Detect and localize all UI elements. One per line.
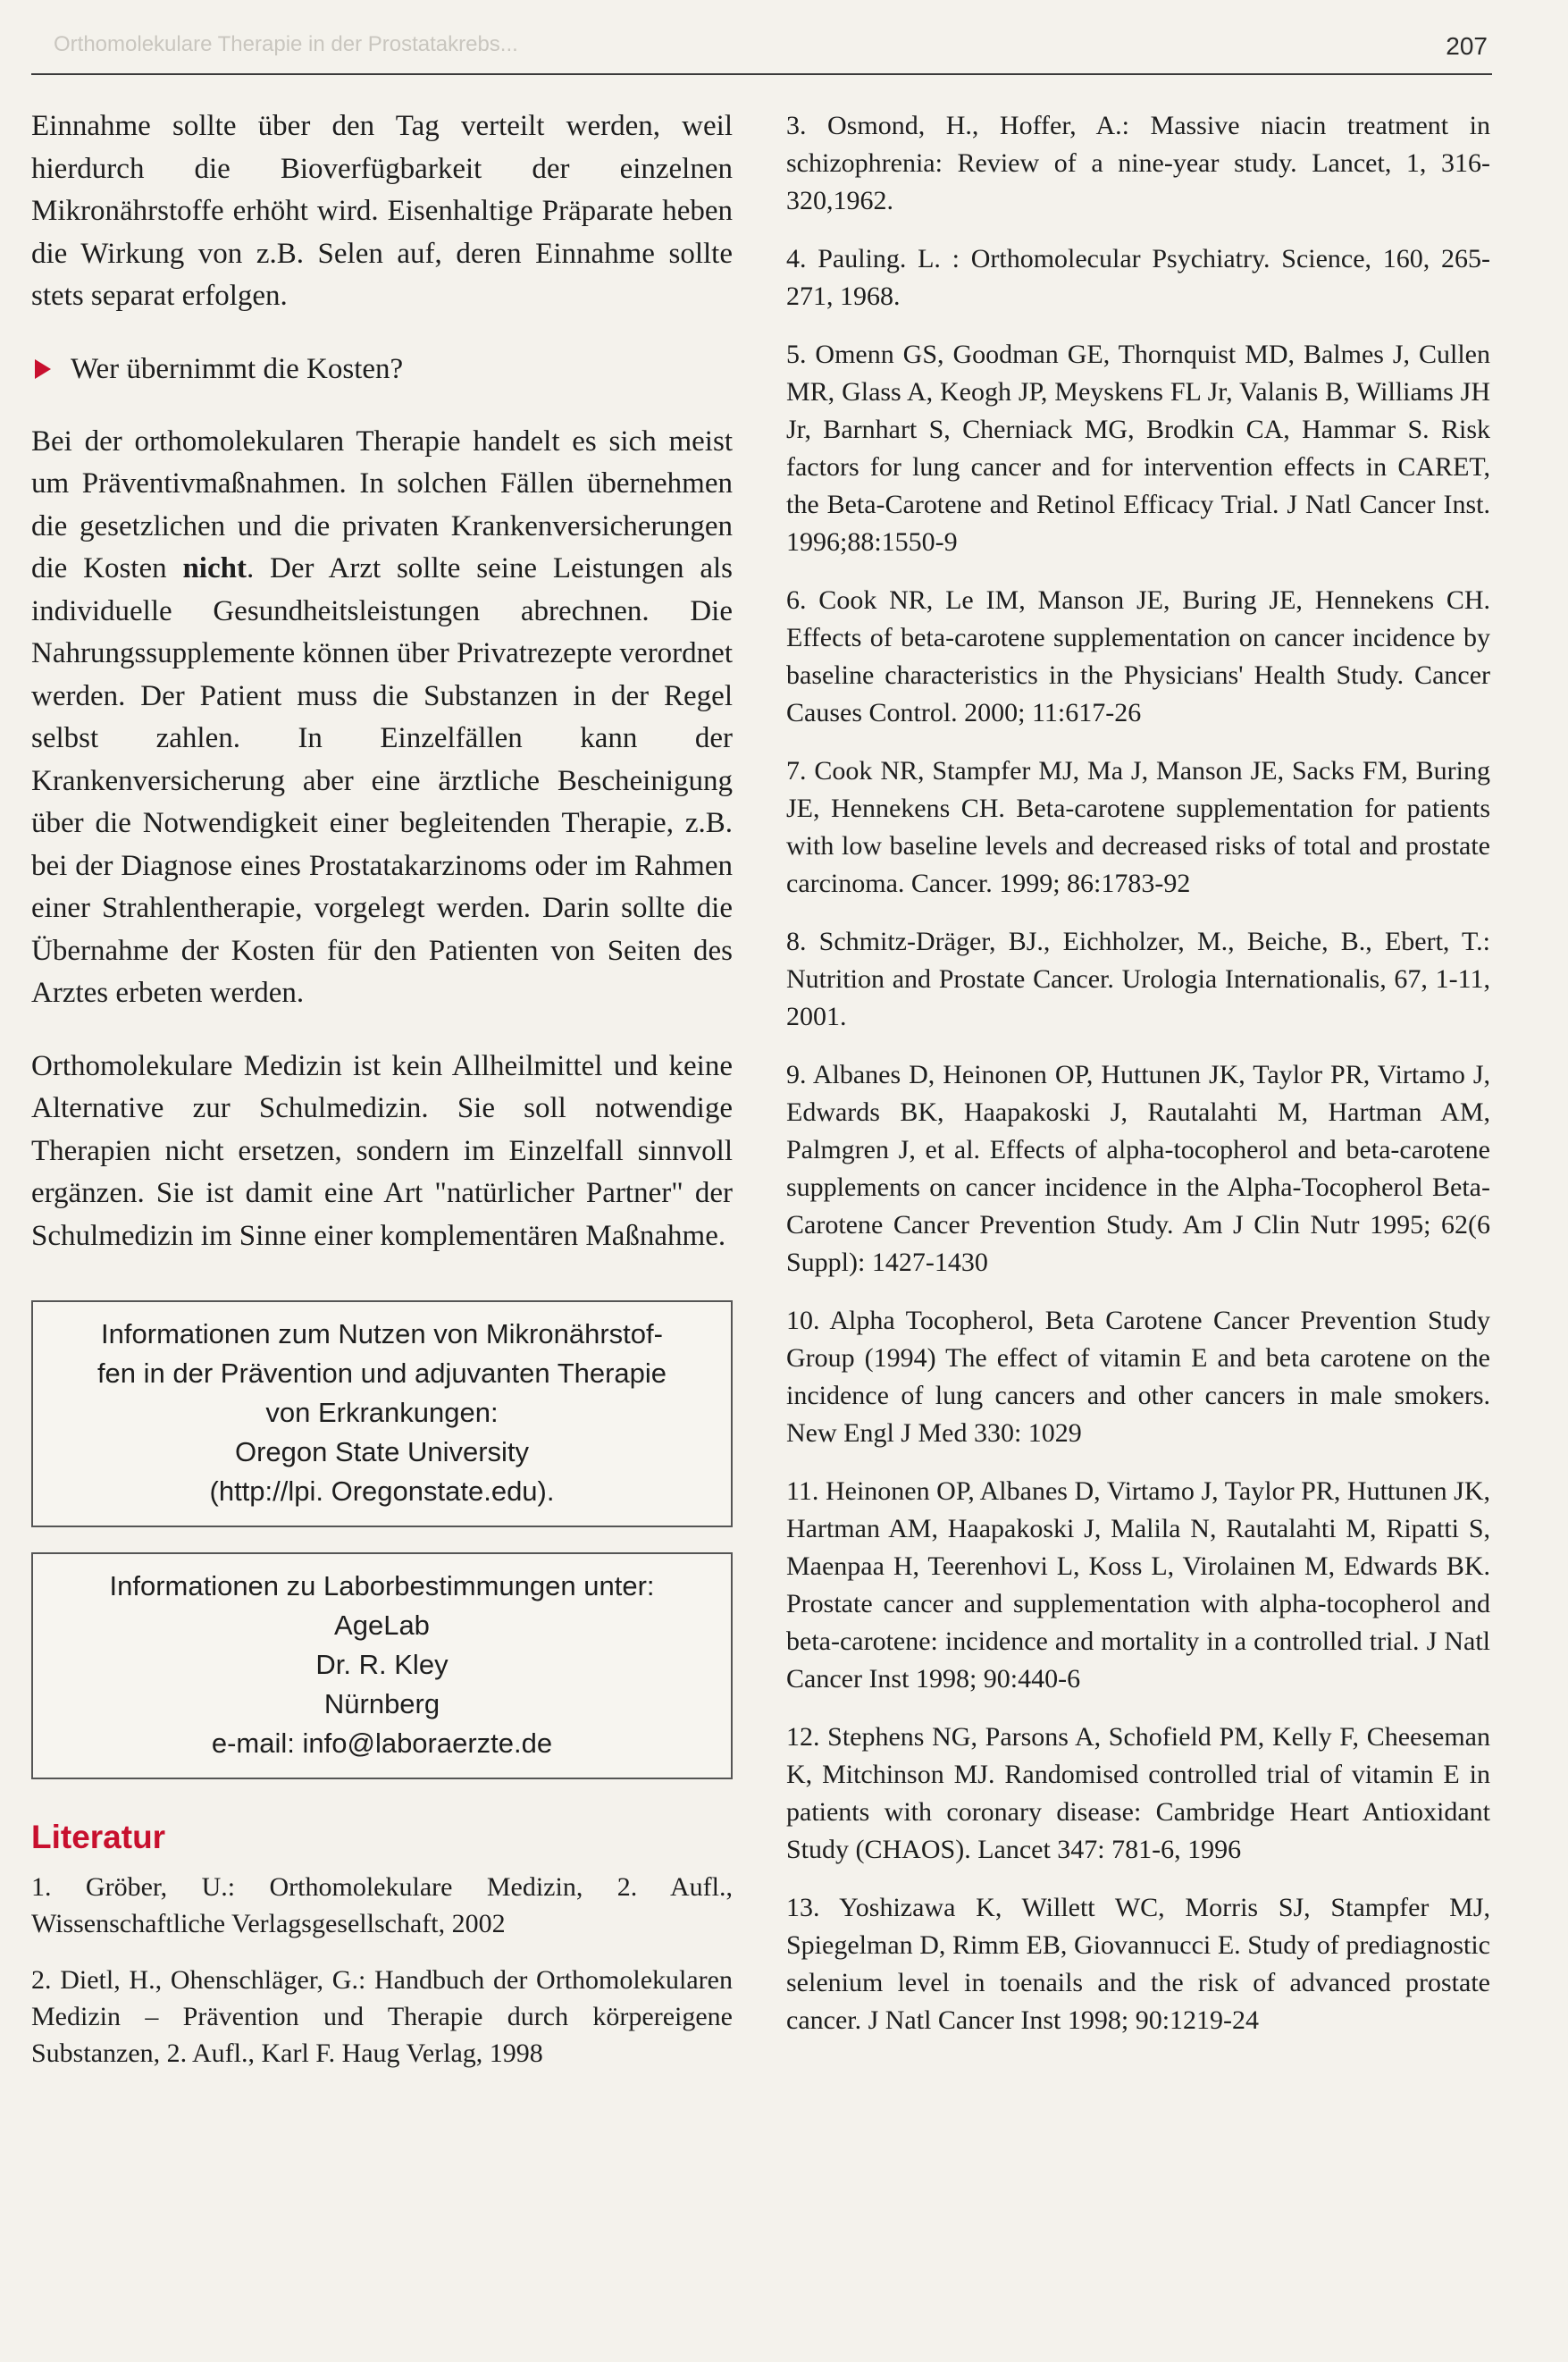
costs-text-end: . Der Arzt sollte seine Leistungen als individuelle Gesundheitsleistungen abrechnen. Die Nahrungssupplemente können über Privatrezepte verordnet werden. Der Patient muss die Substanzen in der Regel selbst zahlen. In Einzelfällen kann der Krankenversicherung aber eine ärztliche Bescheinigung über die Notwendigkeit einer begleitenden Therapie, z.B. bei der Diagnose eines Prostatakarzinoms oder im Rahmen einer Strahlentherapie, vorgelegt werden. Darin sollte die Übernahme der Kosten für den Patienten von Seiten des Arztes erbeten werden. (31, 552, 733, 1009)
paragraph-intake: Einnahme sollte über den Tag verteilt werden, weil hierdurch die Bioverfügbarkeit der einzelnen Mikronährstoffe erhöht wird. Eisenhaltige Präparate heben die Wirkung von z.B. Selen auf, deren Einnahme sollte stets separat erfolgen. (31, 110, 733, 312)
running-head: Orthomolekulare Therapie in der Prostatakrebs... (54, 32, 518, 56)
reference-item: 9. Albanes D, Heinonen OP, Huttunen JK, Taylor PR, Virtamo J, Edwards BK, Haapakoski J, Rautalahti M, Hartman AM, Palmgren J, et al. Effects of alpha-tocopherol and beta-carotene supplements on cancer incidence in the Alpha-Tocopherol Beta-Carotene Cancer Prevention Study. Am J Clin Nutr 1995; 62(6 Suppl): 1427-1430 (786, 1060, 1490, 1277)
reference-item: 2. Dietl, H., Ohenschläger, G.: Handbuch der Orthomolekularen Medizin – Prävention und Therapie durch körpereigene Substanzen, 2. Aufl., Karl F. Haug Verlag, 1998 (31, 1965, 733, 2068)
reference-item: 11. Heinonen OP, Albanes D, Virtamo J, Taylor PR, Huttunen JK, Hartman AM, Haapakoski J, Malila N, Rautalahti M, Ripatti S, Maenpaa H, Teerenhovi L, Koss L, Virolainen M, Edwards BK. Prostate cancer and supplementation with alpha-tocopherol and beta-carotene: incidence and mortality in a controlled trial. J Natl Cancer Inst 1998; 90:440-6 (786, 1476, 1490, 1694)
reference-item: 7. Cook NR, Stampfer MJ, Ma J, Manson JE, Sacks FM, Buring JE, Hennekens CH. Beta-carotene supplementation for patients with low baseline levels and decreased risks of total and prostate carcinoma. Cancer. 1999; 86:1783-92 (786, 756, 1490, 898)
info-box-laboratory (31, 1552, 733, 1779)
info-box-line: von Erkrankungen: (265, 1397, 499, 1428)
costs-text-start: Bei der orthomolekularen Therapie handelt es sich meist um Präventivmaßnahmen. In solchen Fällen übernehmen die gesetzlichen und die privaten Krankenversicherungen die Kosten (31, 424, 733, 584)
paragraph-costs (31, 421, 733, 1015)
info-box-email[interactable]: e-mail: info@laboraerzte.de (211, 1727, 553, 1759)
info-box-line: Oregon State University (234, 1436, 530, 1467)
info-box-link[interactable]: (http://lpi. Oregonstate.edu). (209, 1475, 555, 1507)
page-number: 207 (1446, 32, 1488, 60)
right-column (786, 107, 1490, 2060)
costs-emphasis: nicht (182, 552, 247, 584)
info-box-micronutrients (31, 1300, 733, 1527)
reference-item: 1. Gröber, U.: Orthomolekulare Medizin, 2. Aufl., Wissenschaftliche Verlagsgesellschaft, 2002 (31, 1872, 733, 1938)
paragraph-medicine: Orthomolekulare Medizin ist kein Allheilmittel und keine Alternative zur Schulmedizin. Sie soll notwendige Therapien nicht ersetzen, sondern im Einzelfall sinnvoll ergänzen. Sie ist damit eine Art "natürlicher Partner" der Schulmedizin im Sinne einer komplementären Maßnahme. (31, 1049, 733, 1252)
info-box-line: Dr. R. Kley (315, 1649, 449, 1680)
reference-item: 4. Pauling. L. : Orthomolecular Psychiatry. Science, 160, 265-271, 1968. (786, 244, 1490, 311)
triangle-arrow-icon (35, 359, 51, 379)
section-question (31, 349, 733, 391)
info-box-line: fen in der Prävention und adjuvanten Therapie (96, 1358, 667, 1389)
reference-item: 12. Stephens NG, Parsons A, Schofield PM, Kelly F, Cheeseman K, Mitchinson MJ. Randomised controlled trial of vitamin E in patients with coronary disease: Cambridge Heart Antioxidant Study (CHAOS). Lancet 347: 781-6, 1996 (786, 1722, 1490, 1864)
reference-item: 6. Cook NR, Le IM, Manson JE, Buring JE, Hennekens CH. Effects of beta-carotene supplementation on cancer incidence by baseline characteristics in the Physicians' Health Study. Cancer Causes Control. 2000; 11:617-26 (786, 585, 1490, 727)
header-rule (31, 73, 1492, 75)
info-box-line: AgeLab (334, 1610, 430, 1641)
info-box-line: Informationen zum Nutzen von Mikronährstof- (101, 1318, 663, 1349)
reference-item: 10. Alpha Tocopherol, Beta Carotene Cancer Prevention Study Group (1994) The effect of vitamin E and beta carotene on the incidence of lung cancers and other cancers in male smokers. New Engl J Med 330: 1029 (786, 1306, 1490, 1448)
info-box-line: Nürnberg (323, 1688, 440, 1719)
literature-heading: Literatur (31, 1819, 166, 1855)
reference-item: 13. Yoshizawa K, Willett WC, Morris SJ, Stampfer MJ, Spiegelman D, Rimm EB, Giovannucci E. Study of prediagnostic selenium level in toenails and the risk of advanced prostate cancer. J Natl Cancer Inst 1998; 90:1219-24 (786, 1893, 1490, 2035)
reference-item: 5. Omenn GS, Goodman GE, Thornquist MD, Balmes J, Cullen MR, Glass A, Keogh JP, Meyskens FL Jr, Valanis B, Williams JH Jr, Barnhart S, Cherniack MG, Brodkin CA, Hammar S. Risk factors for lung cancer and for intervention effects in CARET, the Beta-Carotene and Retinol Efficacy Trial. J Natl Cancer Inst. 1996;88:1550-9 (786, 340, 1490, 557)
reference-item: 8. Schmitz-Dräger, BJ., Eichholzer, M., Beiche, B., Ebert, T.: Nutrition and Prostate Cancer. Urologia Internationalis, 67, 1-11, 2001. (786, 927, 1490, 1031)
reference-item: 3. Osmond, H., Hoffer, A.: Massive niacin treatment in schizophrenia: Review of a nine-year study. Lancet, 1, 316-320,1962. (786, 111, 1490, 215)
info-box-line: Informationen zu Laborbestimmungen unter: (109, 1570, 655, 1601)
left-column (31, 105, 733, 2091)
question-text: Wer übernimmt die Kosten? (71, 352, 404, 385)
